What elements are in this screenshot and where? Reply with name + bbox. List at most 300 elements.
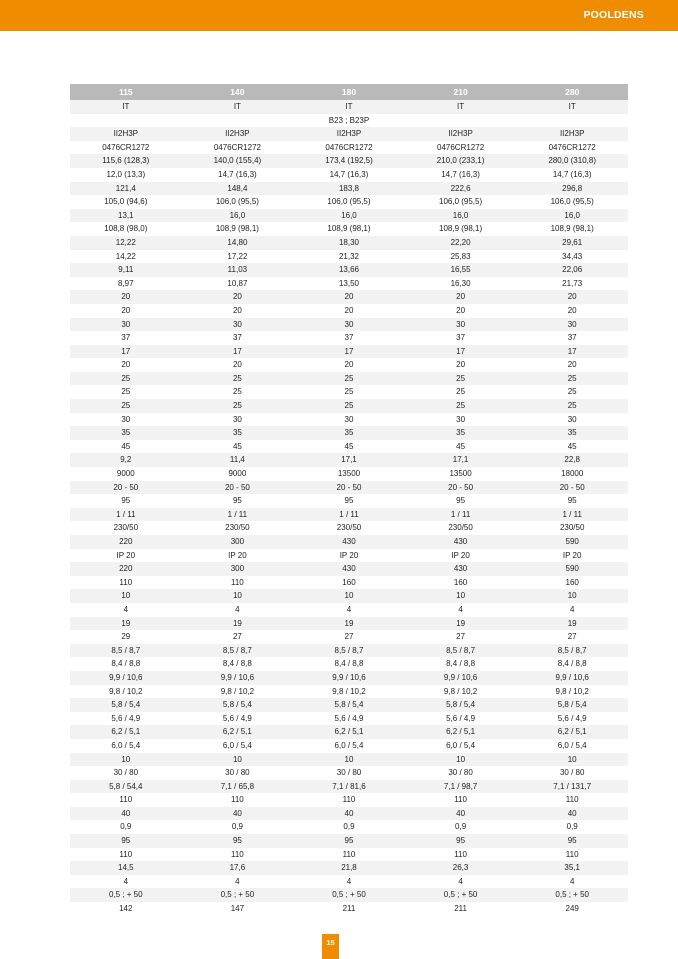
table-cell: 17,1 <box>405 453 517 467</box>
table-cell: 108,9 (98,1) <box>516 222 628 236</box>
table-row <box>70 902 628 916</box>
column-header: 210 <box>405 84 517 100</box>
table-cell: 106,0 (95,5) <box>182 195 294 209</box>
brand-name: POOLDENS <box>583 9 644 21</box>
table-cell: 17 <box>516 345 628 359</box>
table-cell: 8,4 / 8,8 <box>405 657 517 671</box>
table-cell: 8,5 / 8,7 <box>405 644 517 658</box>
table-cell: 40 <box>182 807 294 821</box>
table-cell: 13500 <box>293 467 405 481</box>
table-cell: 10 <box>70 589 182 603</box>
table-cell: 25 <box>70 399 182 413</box>
table-row <box>70 834 628 848</box>
table-cell: 0476CR1272 <box>405 141 517 155</box>
table-cell: II2H3P <box>293 127 405 141</box>
table-cell: 20 <box>182 304 294 318</box>
table-cell: 4 <box>516 603 628 617</box>
table-cell: 25,83 <box>405 250 517 264</box>
table-cell: 20 <box>516 290 628 304</box>
table-cell: 9,11 <box>70 263 182 277</box>
table-cell: 6,0 / 5,4 <box>405 739 517 753</box>
table-cell: 115,6 (128,3) <box>70 154 182 168</box>
table-cell: 20 <box>405 358 517 372</box>
table-cell: 21,32 <box>293 250 405 264</box>
table-row <box>70 617 628 631</box>
table-cell: 20 <box>516 304 628 318</box>
table-cell: 25 <box>293 385 405 399</box>
table-cell: 211 <box>405 902 517 916</box>
table-cell: 210,0 (233,1) <box>405 154 517 168</box>
table-row <box>70 114 628 128</box>
table-cell: 300 <box>182 535 294 549</box>
table-cell: 6,0 / 5,4 <box>182 739 294 753</box>
table-cell: 5,6 / 4,9 <box>293 712 405 726</box>
page-number: 15 <box>322 934 339 959</box>
table-cell: 25 <box>182 372 294 386</box>
table-cell: 27 <box>182 630 294 644</box>
table-cell: 110 <box>70 576 182 590</box>
table-cell: 20 <box>70 304 182 318</box>
table-cell: 20 <box>293 358 405 372</box>
table-cell: 37 <box>182 331 294 345</box>
table-cell: 110 <box>516 848 628 862</box>
table-cell: 8,5 / 8,7 <box>70 644 182 658</box>
table-cell: 45 <box>293 440 405 454</box>
table-cell: 5,6 / 4,9 <box>70 712 182 726</box>
table-cell: 1 / 11 <box>70 508 182 522</box>
table-row <box>70 644 628 658</box>
table-cell: 10,87 <box>182 277 294 291</box>
table-cell: 6,2 / 5,1 <box>182 725 294 739</box>
table-cell: 0,9 <box>516 820 628 834</box>
table-cell: 6,2 / 5,1 <box>70 725 182 739</box>
table-cell: 20 - 50 <box>516 481 628 495</box>
table-cell: 95 <box>516 494 628 508</box>
table-cell: 1 / 11 <box>182 508 294 522</box>
table-row <box>70 508 628 522</box>
table-cell: 11,4 <box>182 453 294 467</box>
table-cell: 19 <box>405 617 517 631</box>
table-cell: 22,06 <box>516 263 628 277</box>
table-cell: 25 <box>516 399 628 413</box>
table-cell: 16,55 <box>405 263 517 277</box>
table-cell: 37 <box>70 331 182 345</box>
table-cell: 7,1 / 131,7 <box>516 780 628 794</box>
table-cell: 19 <box>516 617 628 631</box>
table-cell: 106,0 (95,5) <box>516 195 628 209</box>
table-cell: 40 <box>516 807 628 821</box>
table-row <box>70 725 628 739</box>
table-row <box>70 576 628 590</box>
table-cell: 183,8 <box>293 182 405 196</box>
table-cell: 21,73 <box>516 277 628 291</box>
table-cell: 18,30 <box>293 236 405 250</box>
table-cell: 9,8 / 10,2 <box>516 685 628 699</box>
table-cell: 0,5 ; + 50 <box>516 888 628 902</box>
table-row <box>70 399 628 413</box>
table-cell: B23 ; B23P <box>293 114 405 128</box>
table-row <box>70 861 628 875</box>
table-row <box>70 549 628 563</box>
table-cell: 110 <box>70 793 182 807</box>
table-cell: 25 <box>293 372 405 386</box>
table-cell: IT <box>516 100 628 114</box>
table-cell: 17,22 <box>182 250 294 264</box>
table-cell: 20 <box>405 304 517 318</box>
table-cell: 5,6 / 4,9 <box>405 712 517 726</box>
table-cell: 590 <box>516 535 628 549</box>
table-cell: 8,4 / 8,8 <box>516 657 628 671</box>
table-header-row <box>70 84 628 100</box>
table-row <box>70 535 628 549</box>
table-cell: 230/50 <box>182 521 294 535</box>
table-cell: 20 - 50 <box>405 481 517 495</box>
table-cell: 30 / 80 <box>70 766 182 780</box>
table-cell: 16,30 <box>405 277 517 291</box>
table-row <box>70 358 628 372</box>
table-cell: 9,8 / 10,2 <box>182 685 294 699</box>
table-cell: 27 <box>293 630 405 644</box>
table-row <box>70 263 628 277</box>
table-cell: 95 <box>70 494 182 508</box>
table-cell: 110 <box>182 848 294 862</box>
column-header: 140 <box>182 84 294 100</box>
table-cell: 1 / 11 <box>405 508 517 522</box>
table-body <box>70 100 628 916</box>
table-cell: 5,8 / 5,4 <box>405 698 517 712</box>
table-cell: 430 <box>293 535 405 549</box>
table-cell: 20 <box>70 358 182 372</box>
table-cell: 9,9 / 10,6 <box>405 671 517 685</box>
table-cell: 5,8 / 5,4 <box>182 698 294 712</box>
table-row <box>70 494 628 508</box>
table-row <box>70 875 628 889</box>
table-cell: 11,03 <box>182 263 294 277</box>
table-cell: 30 <box>182 318 294 332</box>
table-row <box>70 277 628 291</box>
table-cell: 9,8 / 10,2 <box>293 685 405 699</box>
table-row <box>70 685 628 699</box>
table-cell: 1 / 11 <box>516 508 628 522</box>
table-cell: 108,8 (98,0) <box>70 222 182 236</box>
table-cell: 25 <box>405 385 517 399</box>
table-cell: 8,5 / 8,7 <box>516 644 628 658</box>
table-cell: 4 <box>405 875 517 889</box>
table-cell: 4 <box>293 603 405 617</box>
table-row <box>70 222 628 236</box>
table-cell: 110 <box>405 793 517 807</box>
table-cell: 9,8 / 10,2 <box>70 685 182 699</box>
table-cell: 0,9 <box>182 820 294 834</box>
table-cell: 30 / 80 <box>293 766 405 780</box>
table-cell: 19 <box>70 617 182 631</box>
table-row <box>70 603 628 617</box>
table-cell: 10 <box>516 589 628 603</box>
table-cell: 110 <box>70 848 182 862</box>
table-cell: 160 <box>405 576 517 590</box>
table-cell: IT <box>182 100 294 114</box>
table-cell: 25 <box>70 372 182 386</box>
table-cell: 10 <box>293 753 405 767</box>
table-cell: IT <box>70 100 182 114</box>
table-cell: 20 <box>182 358 294 372</box>
table-row <box>70 766 628 780</box>
table-cell: 30 <box>405 413 517 427</box>
table-cell: 14,7 (16,3) <box>516 168 628 182</box>
table-cell: 35 <box>182 426 294 440</box>
table-row <box>70 807 628 821</box>
table-row <box>70 290 628 304</box>
table-row <box>70 331 628 345</box>
table-row <box>70 820 628 834</box>
table-row <box>70 195 628 209</box>
table-row <box>70 318 628 332</box>
table-cell: 35 <box>516 426 628 440</box>
table-cell: 1 / 11 <box>293 508 405 522</box>
table-cell: 10 <box>405 589 517 603</box>
table-cell: 30 / 80 <box>516 766 628 780</box>
table-cell: 30 / 80 <box>182 766 294 780</box>
table-row <box>70 250 628 264</box>
table-row <box>70 630 628 644</box>
table-cell: 27 <box>405 630 517 644</box>
table-cell: 8,5 / 8,7 <box>293 644 405 658</box>
table-cell: 10 <box>293 589 405 603</box>
table-cell: 20 - 50 <box>70 481 182 495</box>
table-row <box>70 712 628 726</box>
table-cell: 14,22 <box>70 250 182 264</box>
table-cell: 25 <box>405 399 517 413</box>
table-cell: 230/50 <box>70 521 182 535</box>
table-row <box>70 154 628 168</box>
table-cell: 20 - 50 <box>293 481 405 495</box>
table-cell: 4 <box>405 603 517 617</box>
table-cell: II2H3P <box>182 127 294 141</box>
table-cell: 34,43 <box>516 250 628 264</box>
table-cell: 30 <box>293 413 405 427</box>
table-cell: 5,8 / 5,4 <box>293 698 405 712</box>
table-row <box>70 657 628 671</box>
table-cell: 4 <box>182 603 294 617</box>
table-cell: 45 <box>516 440 628 454</box>
table-row <box>70 440 628 454</box>
table-cell: 45 <box>70 440 182 454</box>
table-cell: 20 <box>182 290 294 304</box>
table-cell: 106,0 (95,5) <box>405 195 517 209</box>
table-cell: 20 <box>405 290 517 304</box>
table-cell: 25 <box>405 372 517 386</box>
table-cell: 25 <box>182 399 294 413</box>
table-cell: 222,6 <box>405 182 517 196</box>
table-cell: 430 <box>405 562 517 576</box>
table-cell: 12,22 <box>70 236 182 250</box>
table-cell: 27 <box>516 630 628 644</box>
table-cell: 5,8 / 54,4 <box>70 780 182 794</box>
table-cell: 17 <box>405 345 517 359</box>
table-row <box>70 671 628 685</box>
table-cell: 8,5 / 8,7 <box>182 644 294 658</box>
table-cell: 13,50 <box>293 277 405 291</box>
table-cell: IP 20 <box>182 549 294 563</box>
table-cell: 4 <box>70 875 182 889</box>
table-row <box>70 168 628 182</box>
table-row <box>70 345 628 359</box>
table-cell: 35 <box>70 426 182 440</box>
table-row <box>70 236 628 250</box>
table-row <box>70 453 628 467</box>
table-cell: 9000 <box>70 467 182 481</box>
table-cell: 0,9 <box>293 820 405 834</box>
table-cell: 140,0 (155,4) <box>182 154 294 168</box>
table-cell: 108,9 (98,1) <box>293 222 405 236</box>
table-cell: IT <box>405 100 517 114</box>
table-cell: 13500 <box>405 467 517 481</box>
table-cell: 37 <box>405 331 517 345</box>
table-cell: 430 <box>293 562 405 576</box>
table-row <box>70 426 628 440</box>
table-cell: 4 <box>516 875 628 889</box>
table-cell: 9,9 / 10,6 <box>70 671 182 685</box>
table-cell: 30 <box>293 318 405 332</box>
table-row <box>70 589 628 603</box>
table-cell: 9,9 / 10,6 <box>293 671 405 685</box>
table-cell: 29 <box>70 630 182 644</box>
table-cell: 20 <box>516 358 628 372</box>
table-row <box>70 793 628 807</box>
table-cell <box>182 114 294 128</box>
header-bar <box>0 0 678 31</box>
table-cell: 7,1 / 81,6 <box>293 780 405 794</box>
table-cell: 16,0 <box>405 209 517 223</box>
table-row <box>70 698 628 712</box>
table-cell: 160 <box>516 576 628 590</box>
table-cell: 18000 <box>516 467 628 481</box>
table-cell: 8,4 / 8,8 <box>293 657 405 671</box>
table-cell: 5,6 / 4,9 <box>516 712 628 726</box>
table-cell: 95 <box>516 834 628 848</box>
table-cell: 230/50 <box>516 521 628 535</box>
table-cell: 30 <box>182 413 294 427</box>
table-cell: 8,97 <box>70 277 182 291</box>
table-cell: IP 20 <box>516 549 628 563</box>
table-cell: 300 <box>182 562 294 576</box>
table-cell: 0,5 ; + 50 <box>70 888 182 902</box>
table-cell: 95 <box>405 494 517 508</box>
table-cell: IP 20 <box>405 549 517 563</box>
table-cell: 5,6 / 4,9 <box>182 712 294 726</box>
table-cell: 14,7 (16,3) <box>293 168 405 182</box>
table-cell: 22,20 <box>405 236 517 250</box>
table-cell: 17,1 <box>293 453 405 467</box>
table-cell: 45 <box>182 440 294 454</box>
table-row <box>70 127 628 141</box>
table-cell: 6,0 / 5,4 <box>516 739 628 753</box>
table-cell: 17 <box>182 345 294 359</box>
table-cell: IT <box>293 100 405 114</box>
table-cell: 25 <box>182 385 294 399</box>
table-cell <box>405 114 517 128</box>
table-cell: 110 <box>293 848 405 862</box>
table-cell: 121,4 <box>70 182 182 196</box>
table-cell: 220 <box>70 535 182 549</box>
column-header: 280 <box>516 84 628 100</box>
table-cell: 106,0 (95,5) <box>293 195 405 209</box>
table-row <box>70 848 628 862</box>
table-cell: 0476CR1272 <box>70 141 182 155</box>
table-cell: 30 <box>70 413 182 427</box>
spec-table <box>70 84 628 916</box>
table-row <box>70 141 628 155</box>
table-cell: 6,0 / 5,4 <box>293 739 405 753</box>
table-cell: 10 <box>405 753 517 767</box>
table-cell: 110 <box>516 793 628 807</box>
table-cell: 8,4 / 8,8 <box>182 657 294 671</box>
table-cell: 25 <box>516 385 628 399</box>
table-cell: 16,0 <box>293 209 405 223</box>
table-cell: 0,5 ; + 50 <box>293 888 405 902</box>
table-cell: 4 <box>182 875 294 889</box>
table-cell: 0476CR1272 <box>182 141 294 155</box>
table-cell: 0,9 <box>70 820 182 834</box>
table-cell: 25 <box>516 372 628 386</box>
table-cell: 19 <box>182 617 294 631</box>
table-row <box>70 413 628 427</box>
table-cell: 16,0 <box>516 209 628 223</box>
table-cell <box>70 114 182 128</box>
table-cell: 108,9 (98,1) <box>405 222 517 236</box>
table-cell: 148,4 <box>182 182 294 196</box>
table-row <box>70 372 628 386</box>
column-header: 180 <box>293 84 405 100</box>
table-cell: 37 <box>516 331 628 345</box>
table-cell: 14,7 (16,3) <box>405 168 517 182</box>
table-cell: 211 <box>293 902 405 916</box>
table-cell: 30 / 80 <box>405 766 517 780</box>
table-cell: 4 <box>70 603 182 617</box>
table-cell: 7,1 / 98,7 <box>405 780 517 794</box>
table-cell: 220 <box>70 562 182 576</box>
table-cell: 9,9 / 10,6 <box>516 671 628 685</box>
table-cell: 296,8 <box>516 182 628 196</box>
table-row <box>70 739 628 753</box>
table-cell: 12,0 (13,3) <box>70 168 182 182</box>
table-cell: 13,1 <box>70 209 182 223</box>
table-cell: 10 <box>70 753 182 767</box>
table-cell: 40 <box>293 807 405 821</box>
table-cell: 9,9 / 10,6 <box>182 671 294 685</box>
table-cell: 10 <box>516 753 628 767</box>
table-cell: 147 <box>182 902 294 916</box>
table-row <box>70 100 628 114</box>
table-row <box>70 562 628 576</box>
table-cell <box>516 114 628 128</box>
table-cell: 430 <box>405 535 517 549</box>
table-row <box>70 481 628 495</box>
table-row <box>70 888 628 902</box>
table-row <box>70 304 628 318</box>
table-cell: 37 <box>293 331 405 345</box>
table-cell: 590 <box>516 562 628 576</box>
table-cell: 8,4 / 8,8 <box>70 657 182 671</box>
column-header: 115 <box>70 84 182 100</box>
table-cell: 108,9 (98,1) <box>182 222 294 236</box>
table-cell: 6,2 / 5,1 <box>516 725 628 739</box>
table-cell: 6,2 / 5,1 <box>293 725 405 739</box>
table-cell: 95 <box>405 834 517 848</box>
table-cell: 249 <box>516 902 628 916</box>
table-cell: 6,2 / 5,1 <box>405 725 517 739</box>
table-cell: 110 <box>293 793 405 807</box>
